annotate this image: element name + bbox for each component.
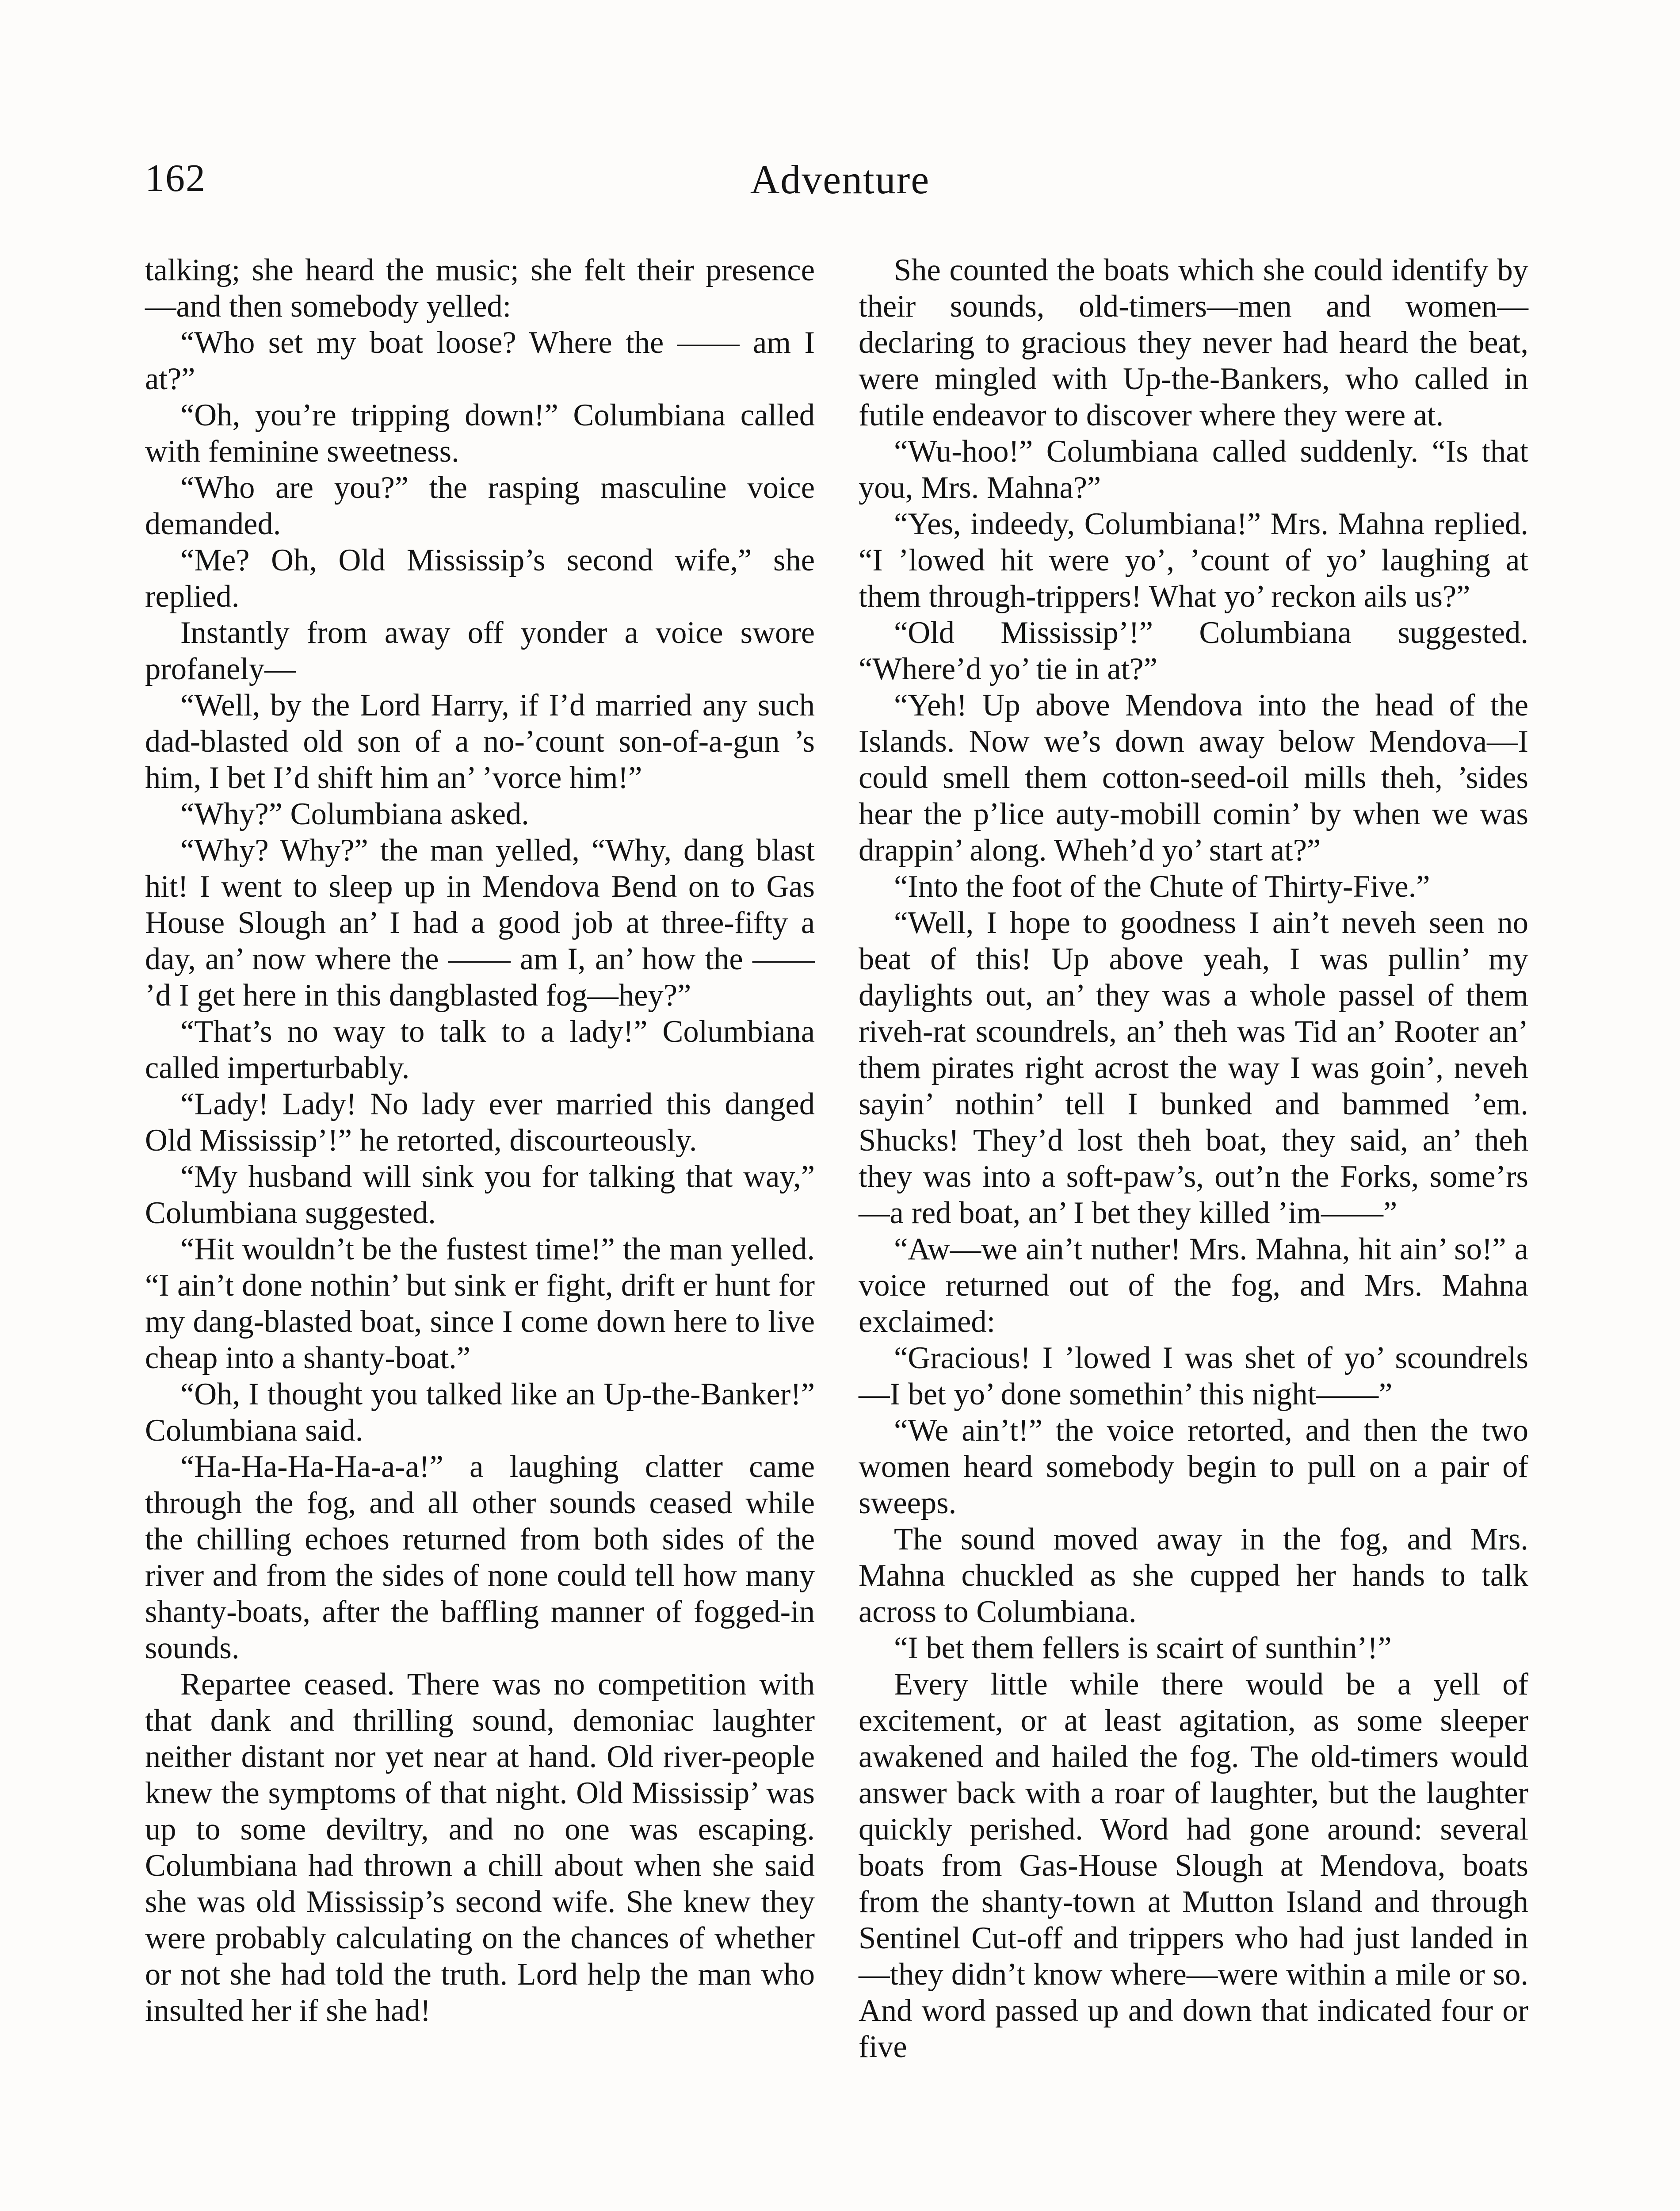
paragraph: “Well, I hope to goodness I ain’t neveh seen no beat of this! Up above yeah, I was pullin’ my daylights out, an’ they was a whole passel of them riveh-rat scoundrels, an’ theh was Tid an’ Rooter an’ them pirates right acrost the way I was goin’, neveh sayin’ nothin’ tell I bunked and bammed ’em. Shucks! They’d lost theh boat, they said, an’ theh they was into a soft-paw’s, out’n the Forks, some’rs—a red boat, an’ I bet they killed ’im——” <box>859 906 1528 1230</box>
paragraph: “My husband will sink you for talking that way,” Columbiana suggested. <box>145 1159 815 1230</box>
paragraph: “Yeh! Up above Mendova into the head of the Islands. Now we’s down away below Mendova—I could smell them cotton-seed-oil mills theh, ’sides hear the p’lice auty-mobill comin’ by when we was drappin’ along. Wheh’d yo’ start at?” <box>859 688 1528 868</box>
paragraph: “Into the foot of the Chute of Thirty-Five.” <box>894 869 1430 904</box>
paragraph: “Yes, indeedy, Columbiana!” Mrs. Mahna replied. “I ’lowed hit were yo’, ’count of yo’ laughing at them through-trippers! What yo’ reckon ails us?” <box>859 507 1528 614</box>
paragraph: “Why? Why?” the man yelled, “Why, dang blast hit! I went to sleep up in Mendova Bend on to Gas House Slough an’ I had a good job at three-fifty a day, an’ now where the —— am I, an’ how the —— ’d I get here in this dangblasted fog—hey?” <box>145 833 815 1013</box>
paragraph: “Aw—we ain’t nuther! Mrs. Mahna, hit ain’ so!” a voice returned out of the fog, and Mrs. Mahna exclaimed: <box>859 1232 1528 1339</box>
paragraph: “Who are you?” the rasping masculine voice demanded. <box>145 471 815 541</box>
page-number: 162 <box>145 157 206 200</box>
paragraph: “That’s no way to talk to a lady!” Columbiana called imperturbably. <box>145 1014 815 1085</box>
text-column-right <box>859 252 1528 2065</box>
paragraph: She counted the boats which she could identify by their sounds, old-timers—men and women—declaring to gracious they never had heard the beat, were mingled with Up-the-Bankers, who called in futile endeavor to discover where they were at. <box>859 253 1528 432</box>
paragraph: “We ain’t!” the voice retorted, and then the two women heard somebody begin to pull on a pair of sweeps. <box>859 1413 1528 1520</box>
paragraph: “Old Mississip’!” Columbiana suggested. “Where’d yo’ tie in at?” <box>859 616 1528 686</box>
paragraph: “Oh, you’re tripping down!” Columbiana called with feminine sweetness. <box>145 398 815 469</box>
paragraph: “I bet them fellers is scairt of sunthin’!” <box>894 1631 1392 1665</box>
paragraph: “Oh, I thought you talked like an Up-the-Banker!” Columbiana said. <box>145 1377 815 1448</box>
paragraph: “Hit wouldn’t be the fustest time!” the man yelled. “I ain’t done nothin’ but sink er fight, drift er hunt for my dang-blasted boat, since I come down here to live cheap into a shanty-boat.” <box>145 1232 815 1375</box>
paragraph: The sound moved away in the fog, and Mrs. Mahna chuckled as she cupped her hands to talk across to Columbiana. <box>859 1522 1528 1629</box>
paragraph: “Wu-hoo!” Columbiana called suddenly. “Is that you, Mrs. Mahna?” <box>859 434 1528 505</box>
paragraph: “Why?” Columbiana asked. <box>180 797 529 831</box>
paragraph: “Me? Oh, Old Mississip’s second wife,” she replied. <box>145 543 815 614</box>
paragraph: Instantly from away off yonder a voice swore profanely— <box>145 616 815 686</box>
paragraph: “Ha-Ha-Ha-Ha-a-a!” a laughing clatter came through the fog, and all other sounds ceased while the chilling echoes returned from both sides of the river and from the sides of none could tell how many shanty-boats, after the baffling manner of fogged-in sounds. <box>145 1450 815 1665</box>
text-column-left <box>145 252 815 2029</box>
running-title: Adventure <box>750 157 930 202</box>
paragraph: talking; she heard the music; she felt their presence—and then somebody yelled: <box>145 253 815 324</box>
paragraph: Repartee ceased. There was no competition with that dank and thrilling sound, demoniac laughter neither distant nor yet near at hand. Old river-people knew the symptoms of that night. Old Mississip’ was up to some deviltry, and no one was escaping. Columbiana had thrown a chill about when she said she was old Mississip’s second wife. She knew they were probably calculating on the chances of whether or not she had told the truth. Lord help the man who insulted her if she had! <box>145 1667 815 2028</box>
paragraph: “Who set my boat loose? Where the —— am I at?” <box>145 325 815 396</box>
paragraph: Every little while there would be a yell of excitement, or at least agitation, as some sleeper awakened and hailed the fog. The old-timers would answer back with a roar of laughter, but the laughter quickly perished. Word had gone around: several boats from Gas-House Slough at Mendova, boats from the shanty-town at Mutton Island and through Sentinel Cut-off and trippers who had just landed in—they didn’t know where—were within a mile or so. And word passed up and down that indicated four or five <box>859 1667 1528 2064</box>
paragraph: “Well, by the Lord Harry, if I’d married any such dad-blasted old son of a no-’count son-of-a-gun ’s him, I bet I’d shift him an’ ’vorce him!” <box>145 688 815 795</box>
paragraph: “Lady! Lady! No lady ever married this danged Old Mississip’!” he retorted, discourteously. <box>145 1087 815 1158</box>
paragraph: “Gracious! I ’lowed I was shet of yo’ scoundrels—I bet yo’ done somethin’ this night——” <box>859 1341 1528 1412</box>
